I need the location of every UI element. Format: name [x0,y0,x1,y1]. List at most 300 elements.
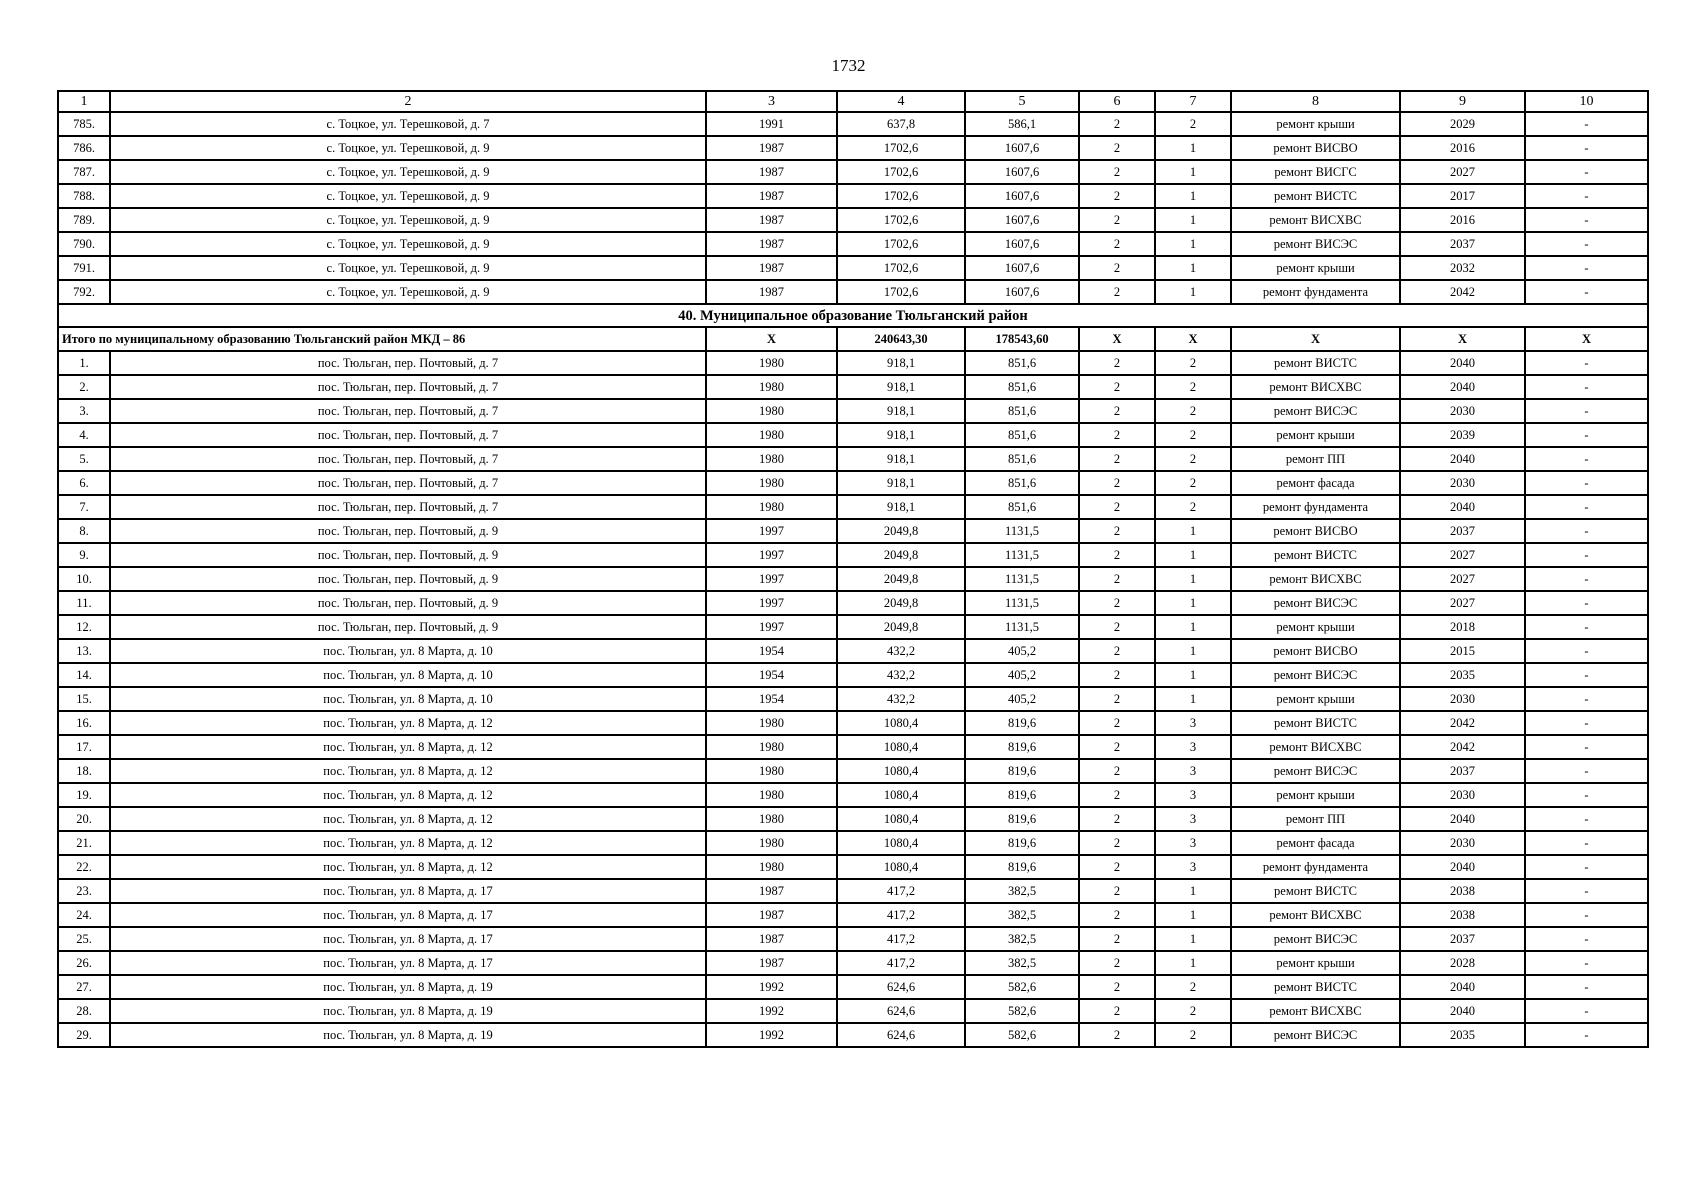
total-area-cell: 1080,4 [837,735,965,759]
year-cell: 1987 [706,184,837,208]
total-area-cell: 1080,4 [837,711,965,735]
note-cell: - [1525,855,1648,879]
total-area-cell: 2049,8 [837,543,965,567]
address-cell: пос. Тюльган, пер. Почтовый, д. 7 [110,447,706,471]
entrances-cell: 3 [1155,831,1231,855]
table-row [58,447,1648,471]
address-cell: с. Тоцкое, ул. Терешковой, д. 9 [110,184,706,208]
row-number-cell: 27. [58,975,110,999]
total-cell: X [1079,327,1155,351]
total-area-cell: 1702,6 [837,136,965,160]
address-cell: пос. Тюльган, ул. 8 Марта, д. 17 [110,903,706,927]
total-area-cell: 1702,6 [837,208,965,232]
total-area-cell: 624,6 [837,1023,965,1047]
row-number-cell: 790. [58,232,110,256]
total-area-cell: 637,8 [837,112,965,136]
living-area-cell: 1131,5 [965,519,1079,543]
work-type-cell: ремонт фундамента [1231,855,1400,879]
total-area-cell: 1080,4 [837,783,965,807]
floors-cell: 2 [1079,639,1155,663]
entrances-cell: 2 [1155,447,1231,471]
year-cell: 1997 [706,615,837,639]
year-cell: 1987 [706,208,837,232]
note-cell: - [1525,543,1648,567]
entrances-cell: 3 [1155,711,1231,735]
table-row [58,232,1648,256]
entrances-cell: 1 [1155,256,1231,280]
row-number-cell: 8. [58,519,110,543]
address-cell: пос. Тюльган, ул. 8 Марта, д. 12 [110,807,706,831]
entrances-cell: 1 [1155,615,1231,639]
total-area-cell: 624,6 [837,999,965,1023]
work-type-cell: ремонт ВИСХВС [1231,999,1400,1023]
floors-cell: 2 [1079,471,1155,495]
note-cell: - [1525,639,1648,663]
row-number-cell: 17. [58,735,110,759]
column-header: 7 [1155,91,1231,112]
table-row [58,735,1648,759]
total-area-cell: 417,2 [837,927,965,951]
living-area-cell: 851,6 [965,447,1079,471]
table-row [58,591,1648,615]
row-number-cell: 6. [58,471,110,495]
living-area-cell: 1607,6 [965,136,1079,160]
work-type-cell: ремонт ВИСВО [1231,519,1400,543]
note-cell: - [1525,208,1648,232]
table-row [58,783,1648,807]
living-area-cell: 1607,6 [965,160,1079,184]
floors-cell: 2 [1079,855,1155,879]
living-area-cell: 382,5 [965,927,1079,951]
floors-cell: 2 [1079,783,1155,807]
year-cell: 1992 [706,1023,837,1047]
living-area-cell: 851,6 [965,423,1079,447]
row-number-cell: 11. [58,591,110,615]
living-area-cell: 582,6 [965,975,1079,999]
work-type-cell: ремонт фундамента [1231,495,1400,519]
work-type-cell: ремонт ВИСТС [1231,184,1400,208]
year-cell: 1997 [706,543,837,567]
total-cell: X [1155,327,1231,351]
total-area-cell: 432,2 [837,639,965,663]
plan-year-cell: 2018 [1400,615,1525,639]
note-cell: - [1525,927,1648,951]
living-area-cell: 382,5 [965,879,1079,903]
entrances-cell: 1 [1155,879,1231,903]
entrances-cell: 3 [1155,759,1231,783]
row-number-cell: 788. [58,184,110,208]
total-area-cell: 1080,4 [837,807,965,831]
year-cell: 1980 [706,711,837,735]
floors-cell: 2 [1079,831,1155,855]
plan-year-cell: 2039 [1400,423,1525,447]
note-cell: - [1525,999,1648,1023]
plan-year-cell: 2027 [1400,543,1525,567]
year-cell: 1980 [706,831,837,855]
floors-cell: 2 [1079,351,1155,375]
plan-year-cell: 2027 [1400,591,1525,615]
plan-year-cell: 2027 [1400,567,1525,591]
living-area-cell: 819,6 [965,855,1079,879]
living-area-cell: 382,5 [965,903,1079,927]
year-cell: 1980 [706,399,837,423]
table-row [58,927,1648,951]
table-row [58,112,1648,136]
living-area-cell: 819,6 [965,759,1079,783]
table-row [58,543,1648,567]
work-type-cell: ремонт ПП [1231,447,1400,471]
plan-year-cell: 2038 [1400,903,1525,927]
table-row [58,639,1648,663]
living-area-cell: 1607,6 [965,256,1079,280]
living-area-cell: 582,6 [965,999,1079,1023]
year-cell: 1987 [706,256,837,280]
plan-year-cell: 2040 [1400,855,1525,879]
address-cell: пос. Тюльган, ул. 8 Марта, д. 12 [110,855,706,879]
address-cell: пос. Тюльган, ул. 8 Марта, д. 12 [110,831,706,855]
table-row [58,831,1648,855]
address-cell: пос. Тюльган, ул. 8 Марта, д. 19 [110,975,706,999]
address-cell: пос. Тюльган, пер. Почтовый, д. 9 [110,615,706,639]
row-number-cell: 24. [58,903,110,927]
table-row [58,208,1648,232]
note-cell: - [1525,519,1648,543]
floors-cell: 2 [1079,232,1155,256]
row-number-cell: 4. [58,423,110,447]
address-cell: пос. Тюльган, ул. 8 Марта, д. 12 [110,783,706,807]
note-cell: - [1525,399,1648,423]
row-number-cell: 787. [58,160,110,184]
year-cell: 1954 [706,663,837,687]
living-area-cell: 851,6 [965,471,1079,495]
column-header: 3 [706,91,837,112]
row-number-cell: 29. [58,1023,110,1047]
note-cell: - [1525,591,1648,615]
note-cell: - [1525,375,1648,399]
work-type-cell: ремонт фасада [1231,471,1400,495]
row-number-cell: 2. [58,375,110,399]
table-row [58,855,1648,879]
floors-cell: 2 [1079,711,1155,735]
plan-year-cell: 2030 [1400,471,1525,495]
column-header: 8 [1231,91,1400,112]
plan-year-cell: 2037 [1400,759,1525,783]
table-row [58,280,1648,304]
page-number: 1732 [831,56,866,75]
year-cell: 1980 [706,375,837,399]
column-header: 10 [1525,91,1648,112]
total-area-cell: 918,1 [837,471,965,495]
total-area-cell: 1080,4 [837,855,965,879]
note-cell: - [1525,232,1648,256]
year-cell: 1991 [706,112,837,136]
floors-cell: 2 [1079,759,1155,783]
address-cell: с. Тоцкое, ул. Терешковой, д. 9 [110,136,706,160]
row-number-cell: 791. [58,256,110,280]
total-area-cell: 1702,6 [837,232,965,256]
row-number-cell: 786. [58,136,110,160]
living-area-cell: 851,6 [965,399,1079,423]
living-area-cell: 382,5 [965,951,1079,975]
year-cell: 1980 [706,759,837,783]
table-row [58,351,1648,375]
plan-year-cell: 2017 [1400,184,1525,208]
plan-year-cell: 2040 [1400,351,1525,375]
table-row [58,567,1648,591]
total-cell: X [1231,327,1400,351]
table-row [58,999,1648,1023]
address-cell: пос. Тюльган, пер. Почтовый, д. 7 [110,375,706,399]
living-area-cell: 586,1 [965,112,1079,136]
address-cell: с. Тоцкое, ул. Терешковой, д. 9 [110,280,706,304]
year-cell: 1980 [706,807,837,831]
row-number-cell: 21. [58,831,110,855]
plan-year-cell: 2015 [1400,639,1525,663]
plan-year-cell: 2040 [1400,807,1525,831]
plan-year-cell: 2042 [1400,280,1525,304]
entrances-cell: 1 [1155,903,1231,927]
total-area-cell: 918,1 [837,351,965,375]
total-cell: X [1400,327,1525,351]
floors-cell: 2 [1079,160,1155,184]
work-type-cell: ремонт ВИСХВС [1231,735,1400,759]
plan-year-cell: 2037 [1400,927,1525,951]
note-cell: - [1525,759,1648,783]
year-cell: 1980 [706,471,837,495]
address-cell: с. Тоцкое, ул. Терешковой, д. 9 [110,160,706,184]
address-cell: пос. Тюльган, ул. 8 Марта, д. 17 [110,951,706,975]
row-number-cell: 1. [58,351,110,375]
total-area-cell: 2049,8 [837,567,965,591]
plan-year-cell: 2028 [1400,951,1525,975]
column-header: 9 [1400,91,1525,112]
total-area-cell: 624,6 [837,975,965,999]
living-area-cell: 851,6 [965,351,1079,375]
table-row [58,136,1648,160]
table-row [58,495,1648,519]
column-header: 2 [110,91,706,112]
note-cell: - [1525,471,1648,495]
note-cell: - [1525,495,1648,519]
year-cell: 1980 [706,495,837,519]
floors-cell: 2 [1079,184,1155,208]
entrances-cell: 1 [1155,232,1231,256]
row-number-cell: 10. [58,567,110,591]
work-type-cell: ремонт ВИСЭС [1231,927,1400,951]
living-area-cell: 1131,5 [965,567,1079,591]
living-area-cell: 1607,6 [965,232,1079,256]
year-cell: 1992 [706,975,837,999]
address-cell: пос. Тюльган, пер. Почтовый, д. 9 [110,519,706,543]
entrances-cell: 1 [1155,519,1231,543]
floors-cell: 2 [1079,999,1155,1023]
row-number-cell: 3. [58,399,110,423]
entrances-cell: 2 [1155,975,1231,999]
work-type-cell: ремонт ВИСХВС [1231,567,1400,591]
entrances-cell: 3 [1155,735,1231,759]
living-area-cell: 582,6 [965,1023,1079,1047]
entrances-cell: 3 [1155,783,1231,807]
year-cell: 1987 [706,951,837,975]
living-area-cell: 405,2 [965,687,1079,711]
floors-cell: 2 [1079,136,1155,160]
address-cell: пос. Тюльган, пер. Почтовый, д. 7 [110,351,706,375]
entrances-cell: 3 [1155,807,1231,831]
table-row [58,375,1648,399]
note-cell: - [1525,447,1648,471]
address-cell: пос. Тюльган, пер. Почтовый, д. 7 [110,423,706,447]
living-area-cell: 1607,6 [965,208,1079,232]
row-number-cell: 13. [58,639,110,663]
note-cell: - [1525,184,1648,208]
living-area-cell: 1131,5 [965,615,1079,639]
note-cell: - [1525,1023,1648,1047]
address-cell: пос. Тюльган, ул. 8 Марта, д. 17 [110,927,706,951]
plan-year-cell: 2040 [1400,495,1525,519]
total-cell: 178543,60 [965,327,1079,351]
total-area-cell: 918,1 [837,375,965,399]
plan-year-cell: 2042 [1400,711,1525,735]
living-area-cell: 851,6 [965,495,1079,519]
row-number-cell: 792. [58,280,110,304]
plan-year-cell: 2030 [1400,831,1525,855]
address-cell: пос. Тюльган, ул. 8 Марта, д. 12 [110,759,706,783]
work-type-cell: ремонт ВИСЭС [1231,663,1400,687]
column-header: 4 [837,91,965,112]
address-cell: пос. Тюльган, ул. 8 Марта, д. 17 [110,879,706,903]
floors-cell: 2 [1079,687,1155,711]
row-number-cell: 22. [58,855,110,879]
plan-year-cell: 2027 [1400,160,1525,184]
total-cell: 240643,30 [837,327,965,351]
address-cell: пос. Тюльган, пер. Почтовый, д. 7 [110,471,706,495]
note-cell: - [1525,783,1648,807]
note-cell: - [1525,663,1648,687]
work-type-cell: ремонт ВИСЭС [1231,232,1400,256]
work-type-cell: ремонт ВИСЭС [1231,759,1400,783]
floors-cell: 2 [1079,1023,1155,1047]
living-area-cell: 405,2 [965,639,1079,663]
row-number-cell: 7. [58,495,110,519]
plan-year-cell: 2030 [1400,783,1525,807]
entrances-cell: 2 [1155,423,1231,447]
living-area-cell: 1607,6 [965,184,1079,208]
plan-year-cell: 2035 [1400,1023,1525,1047]
floors-cell: 2 [1079,447,1155,471]
total-area-cell: 1080,4 [837,831,965,855]
row-number-cell: 785. [58,112,110,136]
work-type-cell: ремонт фасада [1231,831,1400,855]
total-area-cell: 1702,6 [837,160,965,184]
column-header: 1 [58,91,110,112]
total-area-cell: 432,2 [837,663,965,687]
row-number-cell: 25. [58,927,110,951]
floors-cell: 2 [1079,399,1155,423]
total-cell: X [1525,327,1648,351]
address-cell: с. Тоцкое, ул. Терешковой, д. 9 [110,232,706,256]
entrances-cell: 1 [1155,184,1231,208]
address-cell: с. Тоцкое, ул. Терешковой, д. 9 [110,256,706,280]
note-cell: - [1525,831,1648,855]
work-type-cell: ремонт крыши [1231,423,1400,447]
row-number-cell: 15. [58,687,110,711]
floors-cell: 2 [1079,615,1155,639]
entrances-cell: 2 [1155,399,1231,423]
floors-cell: 2 [1079,543,1155,567]
row-number-cell: 789. [58,208,110,232]
row-number-cell: 14. [58,663,110,687]
note-cell: - [1525,423,1648,447]
note-cell: - [1525,951,1648,975]
address-cell: пос. Тюльган, ул. 8 Марта, д. 12 [110,711,706,735]
plan-year-cell: 2040 [1400,447,1525,471]
total-area-cell: 918,1 [837,447,965,471]
work-type-cell: ремонт ВИСЭС [1231,399,1400,423]
floors-cell: 2 [1079,975,1155,999]
table-row [58,423,1648,447]
work-type-cell: ремонт ВИСХВС [1231,208,1400,232]
plan-year-cell: 2040 [1400,975,1525,999]
year-cell: 1980 [706,447,837,471]
entrances-cell: 1 [1155,927,1231,951]
total-area-cell: 918,1 [837,423,965,447]
living-area-cell: 1607,6 [965,280,1079,304]
table-row [58,807,1648,831]
note-cell: - [1525,351,1648,375]
total-area-cell: 918,1 [837,399,965,423]
table-row [58,663,1648,687]
work-type-cell: ремонт ВИСГС [1231,160,1400,184]
floors-cell: 2 [1079,567,1155,591]
address-cell: с. Тоцкое, ул. Терешковой, д. 9 [110,208,706,232]
address-cell: пос. Тюльган, ул. 8 Марта, д. 19 [110,999,706,1023]
plan-year-cell: 2016 [1400,208,1525,232]
table-row [58,519,1648,543]
entrances-cell: 2 [1155,351,1231,375]
note-cell: - [1525,280,1648,304]
plan-year-cell: 2029 [1400,112,1525,136]
entrances-cell: 2 [1155,1023,1231,1047]
housing-repair-table [57,90,1649,1048]
floors-cell: 2 [1079,807,1155,831]
row-number-cell: 9. [58,543,110,567]
plan-year-cell: 2037 [1400,232,1525,256]
entrances-cell: 2 [1155,495,1231,519]
rows-before-section [58,112,1648,304]
work-type-cell: ремонт ВИСВО [1231,136,1400,160]
note-cell: - [1525,567,1648,591]
note-cell: - [1525,735,1648,759]
year-cell: 1980 [706,351,837,375]
work-type-cell: ремонт фундамента [1231,280,1400,304]
work-type-cell: ремонт ВИСТС [1231,711,1400,735]
section-title-row [58,304,1648,327]
total-area-cell: 2049,8 [837,591,965,615]
work-type-cell: ремонт крыши [1231,615,1400,639]
address-cell: пос. Тюльган, ул. 8 Марта, д. 10 [110,663,706,687]
table-row [58,615,1648,639]
row-number-cell: 5. [58,447,110,471]
address-cell: пос. Тюльган, пер. Почтовый, д. 9 [110,543,706,567]
total-area-cell: 432,2 [837,687,965,711]
table-row [58,1023,1648,1047]
note-cell: - [1525,615,1648,639]
floors-cell: 2 [1079,256,1155,280]
work-type-cell: ремонт ВИСТС [1231,879,1400,903]
plan-year-cell: 2042 [1400,735,1525,759]
entrances-cell: 2 [1155,375,1231,399]
work-type-cell: ремонт ПП [1231,807,1400,831]
